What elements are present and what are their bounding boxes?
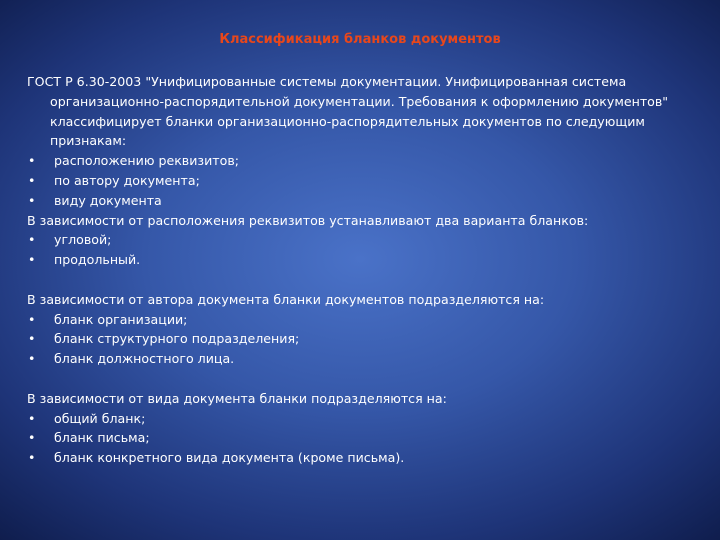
location-item: угловой;: [54, 232, 112, 248]
list-item: [27, 250, 697, 270]
criteria-item: по автору документа;: [54, 172, 200, 188]
bullet-icon: •: [28, 450, 36, 466]
location-heading: В зависимости от расположения реквизитов устанавливают два варианта бланков:: [27, 212, 589, 228]
author-item: бланк структурного подразделения;: [54, 331, 300, 347]
list-item: [27, 151, 697, 171]
slide-title: Классификация бланков документов: [219, 32, 501, 47]
type-item: бланк конкретного вида документа (кроме письма).: [54, 450, 405, 466]
bullet-icon: •: [28, 311, 36, 327]
bullet-icon: •: [28, 351, 36, 367]
spacer: [27, 270, 697, 290]
bullet-icon: •: [28, 252, 36, 268]
author-heading: В зависимости от автора документа бланки документов подразделяются на:: [27, 291, 545, 307]
bullet-icon: •: [28, 331, 36, 347]
list-item: [27, 428, 697, 448]
bullet-icon: •: [28, 172, 36, 188]
slide-content: [27, 72, 697, 468]
intro-paragraph: ГОСТ Р 6.30-2003 "Унифицированные системы документации. Унифицированная система организационно-распорядительной документации. Требования к оформлению документов" классифицирует бланки организационно-распорядительных документов по следующим признакам:: [27, 74, 669, 149]
criteria-item: виду документа: [54, 192, 162, 208]
bullet-icon: •: [28, 410, 36, 426]
type-item: бланк письма;: [54, 430, 150, 446]
location-item: продольный.: [54, 252, 141, 268]
list-item: [27, 230, 697, 250]
spacer: [27, 369, 697, 389]
list-item: [27, 349, 697, 369]
type-item: общий бланк;: [54, 410, 146, 426]
list-item: [27, 329, 697, 349]
bullet-icon: •: [28, 192, 36, 208]
list-item: [27, 409, 697, 429]
author-item: бланк организации;: [54, 311, 188, 327]
list-item: [27, 171, 697, 191]
author-item: бланк должностного лица.: [54, 351, 235, 367]
bullet-icon: •: [28, 153, 36, 169]
criteria-item: расположению реквизитов;: [54, 153, 239, 169]
type-heading: В зависимости от вида документа бланки подразделяются на:: [27, 390, 447, 406]
list-item: [27, 310, 697, 330]
bullet-icon: •: [28, 430, 36, 446]
bullet-icon: •: [28, 232, 36, 248]
list-item: [27, 191, 697, 211]
list-item: [27, 448, 697, 468]
